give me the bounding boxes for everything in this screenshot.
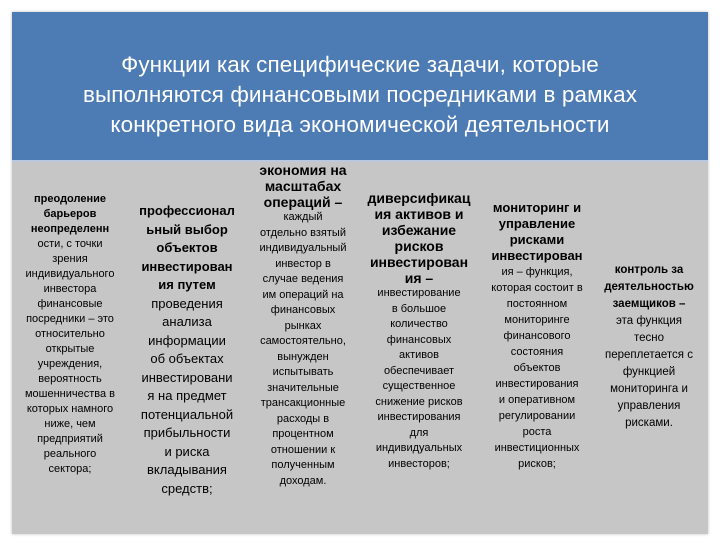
column-text: инвестиционных [494,442,580,454]
column-text: количество [390,318,448,330]
column-text: самостоятельно, [260,335,346,347]
column-text: заемщиков – [612,298,686,310]
column-text: для [409,426,429,439]
column-text: экономия на [259,162,347,178]
column-text: информации [148,332,226,348]
column-text: инвестирования [495,378,579,390]
column-text: постоянном [506,298,568,310]
column-text: реального [43,448,97,460]
column-text: состояния [510,346,564,358]
column-text: инвестирования [377,411,461,423]
column-text: переплетается с [605,349,693,361]
column-text: рисков; [518,458,556,470]
column-text: функцией [622,366,676,378]
column-text: предприятий [37,433,103,445]
column-text: финансовых [270,304,336,316]
column-text: посредники – это [26,313,114,325]
column-text: вероятность [38,373,102,385]
column-text: доходам. [279,474,327,487]
column-text: расходы в [276,412,330,425]
column-text: учреждения, [37,358,103,370]
column-text: ия активов и [374,206,464,222]
function-column-diversification [360,190,478,472]
column-text: в большое [391,302,447,315]
column-text: мониторинге [504,314,570,326]
slide-title [32,50,688,140]
column-text: им операций на [262,288,344,301]
column-text: снижение рисков [375,395,463,408]
slide [12,12,708,534]
column-text: ости, с точки [37,238,103,250]
column-text: обеспечивает [383,364,455,377]
column-text: мошенничества в [24,388,116,400]
column-text: процентном [272,428,334,440]
column-text: инвестировани [141,369,233,385]
column-text: рисками [509,232,565,247]
column-text: рисками. [625,417,673,429]
column-text: диверсификац [367,190,471,206]
function-column-selection [128,202,246,498]
column-text: инвестора [43,283,97,295]
column-text: средств; [161,480,213,496]
column-text: вкладывания [147,462,227,477]
column-text: инвестирован [141,258,233,274]
column-text: регулировании [498,410,576,422]
column-text: и риска [164,443,210,459]
title-line: конкретного вида экономической деятельности [110,112,610,137]
column-text: сектора; [48,463,92,475]
column-text: зрения [52,253,88,265]
column-text: финансовые [37,298,103,310]
column-text: объектов [513,362,561,374]
column-text: открытые [45,343,95,355]
column-text: трансакционные [260,397,346,409]
title-line: Функции как специфические задачи, которые [121,52,599,77]
column-text: управления [617,400,681,412]
column-text: индивидуальных [375,442,463,454]
column-text: инвестирован [491,248,583,263]
column-text: вынужден [277,350,329,363]
column-text: индивидуальный [259,242,347,254]
column-text: эта функция [615,315,683,327]
column-text: ьный выбор [146,221,228,237]
column-text: контроль за [614,264,684,276]
column-text: я на предмет [147,388,227,403]
function-column-risk-monitoring [478,200,596,472]
column-text: неопределенн [30,223,110,235]
column-text: финансовых [386,333,452,346]
title-line: выполняются финансовыми посредниками в рамках [82,82,638,107]
column-text: барьеров [43,208,97,220]
column-text: которых намного [26,403,114,415]
column-text: управление [498,216,576,231]
column-text: ниже, чем [44,418,96,430]
column-text: существенное [382,380,456,392]
column-text: индивидуального [25,268,115,280]
column-text: ия путем [158,277,216,292]
function-column-scale-economy [248,162,358,489]
column-text: мониторинг и [492,200,582,215]
column-text: проведения [151,295,223,311]
column-text: объектов [156,240,218,255]
slide-body [12,162,708,534]
function-column-borrower-control [592,262,706,432]
column-text: инвестирован [369,254,469,270]
column-text: потенциальной [140,406,234,422]
column-text: инвестирование [377,287,461,299]
column-text: анализа [162,314,212,329]
column-text: и оперативном [498,394,576,406]
column-text: об объектах [150,351,224,366]
column-text: полученным [271,459,335,471]
column-text: активов [399,349,439,361]
column-text: роста [522,426,552,438]
column-text: которая состоит в [491,282,583,294]
column-text: деятельностью [604,281,694,293]
column-text: инвесторов; [388,457,450,470]
column-text: прибыльности [143,425,231,440]
column-text: ия – функция, [501,266,573,278]
column-text: профессионал [139,203,235,218]
function-column-barriers [14,192,126,477]
column-text: избежание [381,222,457,238]
column-text: каждый [283,211,323,223]
column-text: инвестор в [275,257,331,270]
column-text: масштабах [264,178,342,194]
column-text: отдельно взятый [260,226,346,239]
column-text: операций – [263,194,343,210]
column-text: финансового [503,330,571,342]
column-text: тесно [633,332,665,344]
column-text: отношении к [270,443,336,456]
column-text: рынках [284,319,322,332]
column-text: рисков [394,238,444,254]
column-text: значительные [267,381,339,394]
column-text: случае ведения [262,273,344,285]
column-text: мониторинга и [610,383,688,395]
column-text: относительно [35,328,105,340]
slide-header [12,12,708,162]
column-text: преодоление [34,193,106,205]
column-text: испытывать [272,366,334,378]
column-text: ия – [404,270,434,286]
